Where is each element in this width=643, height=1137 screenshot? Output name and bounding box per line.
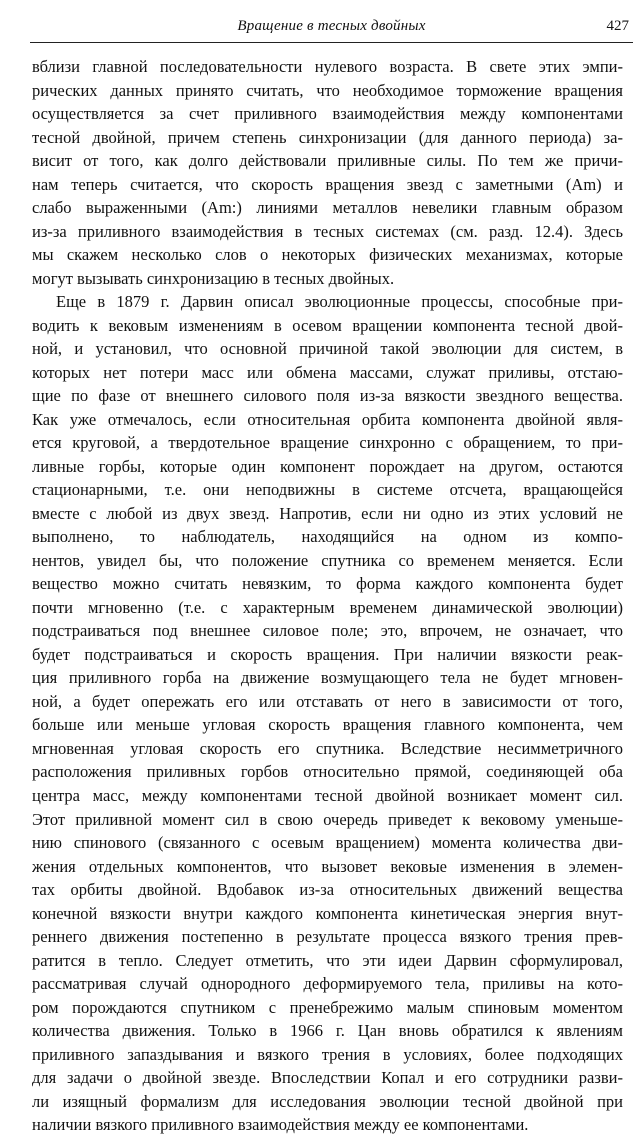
text-line: ли изящный формализм для исследования эволюции тесной двойной при bbox=[32, 1091, 623, 1111]
text-line: ливные горбы, которые один компонент порождает на другом, остаются bbox=[32, 456, 623, 476]
text-line: жения отдельных компонентов, что вызовет вековые изменения в элемен- bbox=[32, 856, 623, 876]
page-number: 427 bbox=[606, 18, 629, 34]
text-line: конечной вязкости внутри каждого компонента кинетическая энергия внут- bbox=[32, 903, 623, 923]
text-line: тесной двойной, причем степень синхронизации (для данного периода) за- bbox=[32, 127, 623, 147]
text-line: из-за приливного взаимодействия в тесных системах (см. разд. 12.4). Здесь bbox=[32, 221, 623, 241]
text-line: осуществляется за счет приливного взаимодействия между компонентами bbox=[32, 104, 623, 124]
text-line: нию спинового (связанного с осевым вращением) момента количества дви- bbox=[32, 833, 623, 853]
text-line: вместе с любой из двух звезд. Напротив, если ни одно из этих условий не bbox=[32, 503, 623, 523]
text-line: рассматривая случай однородного деформируемого тела, приливы на кото- bbox=[32, 974, 623, 994]
text-line: водить к вековым изменениям в осевом вращении компонента тесной двой- bbox=[32, 315, 623, 335]
text-line: нам теперь считается, что скорость вращения звезд с заметными (Am) и bbox=[32, 174, 623, 194]
text-line: ратится в тепло. Следует отметить, что эти идеи Дарвин сформулировал, bbox=[32, 950, 623, 970]
text-line: тах орбиты двойной. Вдобавок из-за относительных движений вещества bbox=[32, 880, 623, 900]
text-line: будет подстраиваться и скорость вращения. При наличии вязкости реак- bbox=[32, 644, 623, 664]
text-line: больше или меньше угловая скорость вращения главного компонента, чем bbox=[32, 715, 623, 735]
text-line: стационарными, т.е. они неподвижны в системе отсчета, вращающейся bbox=[32, 480, 623, 500]
text-line: подстраиваться под внешнее силовое поле; это, впрочем, не означает, что bbox=[32, 621, 623, 641]
text-line: Как уже отмечалось, если относительная орбита компонента двойной явля- bbox=[32, 409, 623, 429]
text-line: ром порождаются спутником с пренебрежимо малым спиновым моментом bbox=[32, 997, 623, 1017]
text-line: которых нет потери масс или обмена массами, служат приливы, отстаю- bbox=[32, 362, 623, 382]
text-line: Этот приливной момент сил в свою очередь приведет к вековому уменьше- bbox=[32, 809, 623, 829]
text-line: центра масс, между компонентами тесной двойной возникает момент сил. bbox=[32, 785, 623, 805]
text-line: наличии вязкого приливного взаимодействия между ее компонентами. bbox=[32, 1115, 529, 1135]
running-title: Вращение в тесных двойных bbox=[237, 18, 426, 34]
text-line: нентов, увидел бы, что положение спутника со временем меняется. Если bbox=[32, 550, 623, 570]
text-line: ция приливного горба на движение возмущающего тела не будет мгновен- bbox=[32, 668, 623, 688]
text-line: ной, а будет опережать его или отставать от него в зависимости от того, bbox=[32, 691, 623, 711]
running-header bbox=[30, 10, 633, 43]
text-line: почти мгновенно (т.е. с характерным временем динамической эволюции) bbox=[32, 597, 623, 617]
body-text bbox=[32, 55, 623, 1137]
text-line: могут вызывать синхронизацию в тесных двойных. bbox=[32, 268, 395, 288]
text-line: ется круговой, а твердотельное вращение синхронно с обращением, то при- bbox=[32, 433, 623, 453]
text-line: ной, и установил, что основной причиной такой эволюции для систем, в bbox=[32, 339, 623, 359]
text-line: расположения приливных горбов относительно прямой, соединяющей оба bbox=[32, 762, 623, 782]
text-line: висит от того, как долго действовали приливные силы. По тем же причи- bbox=[32, 151, 623, 171]
text-line: реннего движения постепенно в результате процесса вязкого трения прев- bbox=[32, 927, 623, 947]
text-line: для задачи о двойной звезде. Впоследствии Копал и его сотрудники разви- bbox=[32, 1068, 623, 1088]
text-line: мгновенная угловая скорость его спутника. Вследствие несимметричного bbox=[32, 738, 623, 758]
text-line: количества движения. Только в 1966 г. Цан вновь обратился к явлениям bbox=[32, 1021, 623, 1041]
text-line: Еще в 1879 г. Дарвин описал эволюционные процессы, способные при- bbox=[56, 292, 623, 312]
text-line: приливного запаздывания и вязкого трения в условиях, более подходящих bbox=[32, 1044, 623, 1064]
text-line: слабо выраженными (Am:) линиями металлов невелики главным образом bbox=[32, 198, 623, 218]
text-line: мы скажем несколько слов о некоторых физических механизмах, которые bbox=[32, 245, 623, 265]
text-line: вблизи главной последовательности нулевого возраста. В свете этих эмпи- bbox=[32, 57, 623, 76]
text-line: вещество можно считать невязким, то форма каждого компонента будет bbox=[32, 574, 623, 594]
text-line: рических данных принято считать, что необходимое торможение вращения bbox=[32, 80, 623, 100]
text-line: щие по фазе от внешнего силового поля из-за вязкости звездного вещества. bbox=[32, 386, 623, 406]
text-line: выполнено, то наблюдатель, находящийся на одном из компо- bbox=[32, 527, 623, 547]
